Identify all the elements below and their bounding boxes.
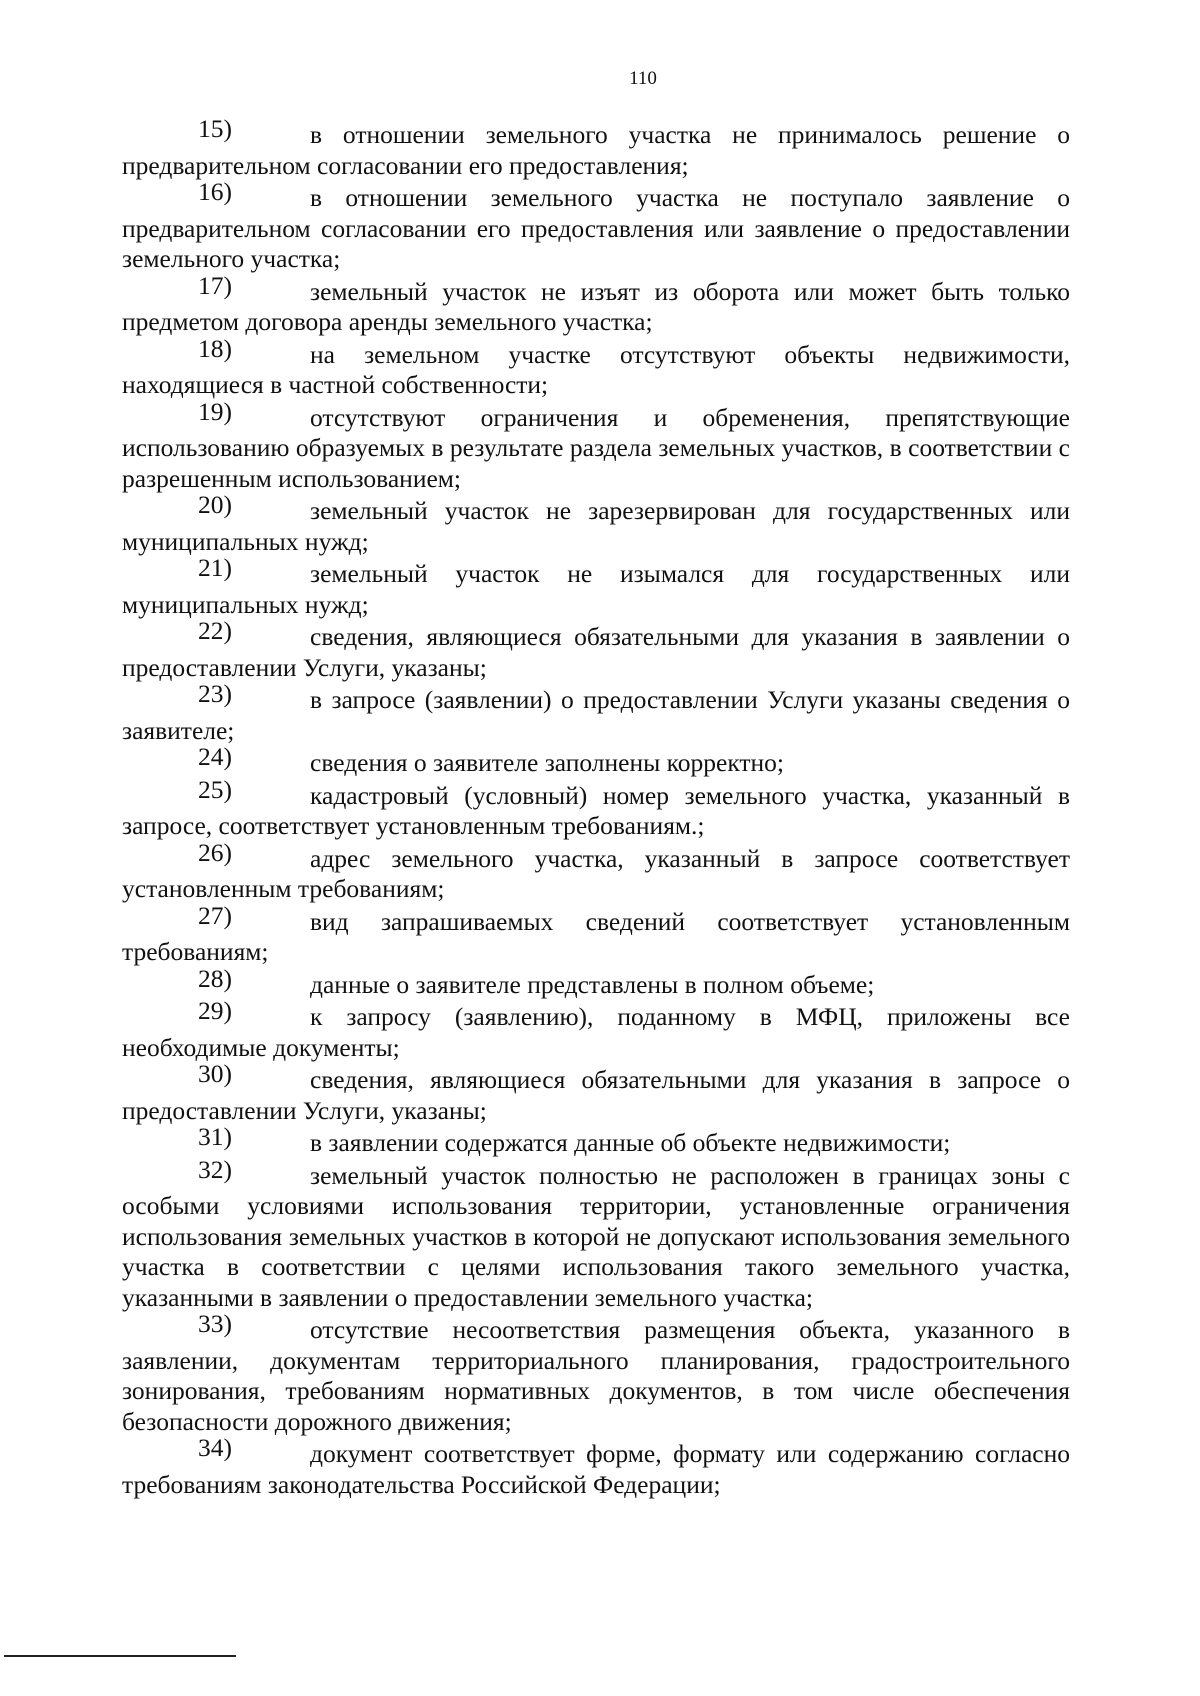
item-text: кадастровый (условный) номер земельного участка, указанный в запросе, соответствует установленным требованиям.; — [122, 780, 1070, 840]
item-number: 18) — [198, 333, 232, 363]
list-item — [122, 900, 1070, 968]
item-text: данные о заявителе представлены в полном объеме; — [310, 969, 875, 999]
item-number: 33) — [198, 1309, 232, 1338]
item-text: на земельном участке отсутствуют объекты недвижимости, находящиеся в частной собственности; — [122, 339, 1070, 399]
item-text: земельный участок не изъят из оборота или может быть только предметом договора аренды земельного участка; — [122, 276, 1070, 336]
item-text: земельный участок полностью не расположен в границах зоны с особыми условиями использования территории, установленные ограничения использования земельных участков в которой не допускают использования земельного участка в соответствии с целями использования такого земельного участка, указанными в заявлении о предоставлении земельного участка; — [122, 1160, 1070, 1312]
requirements-list — [122, 114, 1070, 1502]
item-text: в отношении земельного участка не принималось решение о предварительном согласовании его предоставления; — [122, 120, 1070, 180]
item-number: 34) — [198, 1433, 232, 1462]
item-text: в запросе (заявлении) о предоставлении Услуги указаны сведения о заявителе; — [122, 685, 1070, 745]
list-item — [122, 1122, 1070, 1159]
item-number: 20) — [198, 490, 232, 519]
item-number: 21) — [198, 553, 232, 582]
item-text: адрес земельного участка, указанный в запросе соответствует установленным требованиям; — [122, 843, 1070, 903]
list-item — [122, 553, 1070, 620]
item-text: отсутствуют ограничения и обременения, препятствующие использованию образуемых в результате раздела земельных участков, в соответствии с разрешенным использованием; — [122, 402, 1070, 493]
list-item — [122, 774, 1070, 842]
item-number: 30) — [198, 1059, 232, 1088]
item-number: 25) — [198, 774, 232, 804]
list-item — [122, 837, 1070, 905]
item-number: 17) — [198, 270, 232, 300]
item-text: в заявлении содержатся данные об объекте недвижимости; — [310, 1128, 951, 1157]
item-number: 23) — [198, 679, 232, 708]
item-text: в отношении земельного участка не поступало заявление о предварительном согласовании его предоставления или заявление о предоставлении земельного участка; — [122, 183, 1070, 273]
list-item — [122, 742, 1070, 779]
footnote-separator-line — [4, 1655, 236, 1657]
item-number: 28) — [198, 963, 232, 993]
list-item — [122, 490, 1070, 557]
item-number: 15) — [198, 114, 232, 143]
list-item — [122, 114, 1070, 181]
list-item — [122, 1059, 1070, 1126]
list-item — [122, 1309, 1070, 1437]
item-text: к запросу (заявлению), поданному в МФЦ, приложены все необходимые документы; — [122, 1002, 1070, 1062]
item-number: 31) — [198, 1122, 232, 1151]
list-item — [122, 616, 1070, 683]
item-number: 26) — [198, 837, 232, 867]
list-item — [122, 963, 1070, 1001]
list-item — [122, 177, 1070, 275]
item-number: 24) — [198, 742, 232, 771]
item-text: сведения о заявителе заполнены корректно; — [310, 748, 784, 777]
list-item — [122, 1433, 1070, 1500]
item-text: земельный участок не зарезервирован для государственных или муниципальных нужд; — [122, 496, 1070, 556]
item-number: 19) — [198, 396, 232, 426]
item-number: 29) — [198, 996, 232, 1025]
list-item — [122, 679, 1070, 746]
list-item — [122, 996, 1070, 1063]
item-number: 27) — [198, 900, 232, 930]
item-text: вид запрашиваемых сведений соответствует установленным требованиям; — [122, 906, 1070, 966]
item-text: сведения, являющиеся обязательными для указания в заявлении о предоставлении Услуги, указаны; — [122, 622, 1070, 682]
list-item — [122, 333, 1070, 401]
item-number: 32) — [198, 1154, 232, 1184]
item-text: отсутствие несоответствия размещения объекта, указанного в заявлении, документам территориального планирования, градостроительного зонирования, требованиям нормативных документов, в том числе обеспечения безопасности дорожного движения; — [122, 1315, 1070, 1436]
item-number: 22) — [198, 616, 232, 645]
list-item — [122, 270, 1070, 338]
list-item — [122, 1154, 1070, 1314]
item-text: документ соответствует форме, формату или содержанию согласно требованиям законодательства Российской Федерации; — [122, 1439, 1070, 1499]
item-number: 16) — [198, 177, 232, 206]
item-text: сведения, являющиеся обязательными для указания в запросе о предоставлении Услуги, указаны; — [122, 1065, 1070, 1125]
list-item — [122, 396, 1070, 495]
page-number: 110 — [629, 68, 657, 89]
item-text: земельный участок не изымался для государственных или муниципальных нужд; — [122, 559, 1070, 619]
